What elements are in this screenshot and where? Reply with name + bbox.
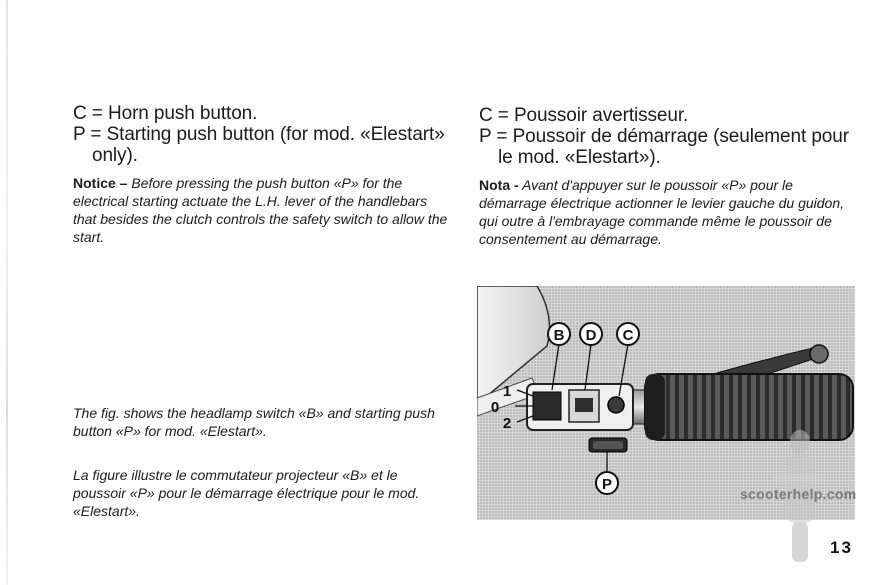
page-number: 13	[830, 538, 853, 557]
english-notice-text: Before pressing the push button «P» for the electrical starting actuate the L.H. lever of the handlebars that besides the clutch controls the safety switch to allow the start.	[73, 175, 448, 245]
english-item-horn: C = Horn push button.	[73, 103, 258, 124]
french-notice	[479, 176, 859, 248]
callout-d-label: D	[585, 327, 597, 344]
callout-c-label: C	[622, 327, 634, 344]
switch-position-1: 1	[502, 383, 512, 400]
english-item-start: P = Starting push button (for mod. «Elestart» only).	[73, 124, 445, 166]
figure-caption-french: La figure illustre le commutateur projecteur «B» et le poussoir «P» pour le démarrage électrique pour le mod. «Elestart».	[73, 467, 420, 519]
callout-d	[580, 323, 602, 345]
english-item-list	[73, 103, 451, 166]
callout-b-label: B	[553, 327, 565, 344]
french-column	[479, 105, 859, 248]
page-edge	[6, 0, 8, 585]
french-notice-text: Avant d'appuyer sur le poussoir «P» pour le démarrage électrique actionner le levier gauche du guidon, qui outre à l'embrayage commande même le poussoir de consentement au démarrage.	[479, 177, 845, 247]
french-notice-label: Nota -	[479, 177, 519, 193]
figure-caption-english: The fig. shows the headlamp switch «B» and starting push button «P» for mod. «Elestart».	[73, 405, 435, 439]
watermark-text: scooterhelp.com	[740, 486, 857, 502]
french-item-list	[479, 105, 859, 168]
switch-position-0: 0	[490, 399, 500, 416]
english-notice-label: Notice –	[73, 175, 128, 191]
french-item-horn: C = Poussoir avertisseur.	[479, 105, 689, 126]
french-item-start: P = Poussoir de démarrage (seulement pour le mod. «Elestart»).	[479, 126, 849, 168]
callout-c	[617, 323, 639, 345]
switch-position-2: 2	[502, 415, 512, 432]
callout-p-label: P	[601, 476, 613, 493]
callout-b	[548, 323, 570, 345]
english-column	[73, 103, 451, 246]
callout-p	[596, 472, 618, 494]
english-notice	[73, 174, 451, 246]
